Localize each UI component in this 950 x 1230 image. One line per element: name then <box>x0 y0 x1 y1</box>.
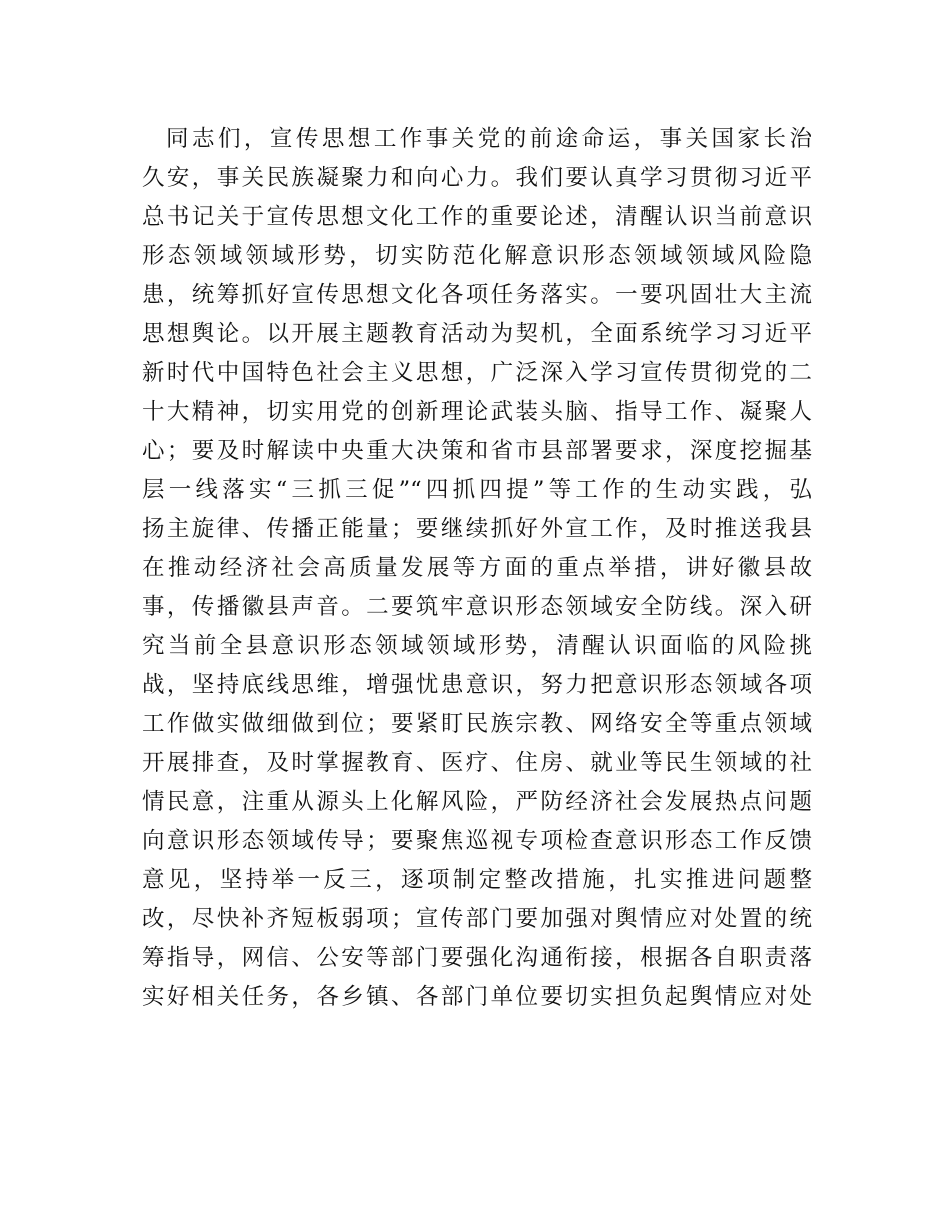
paragraph-line: 在推动经济社会高质量发展等方面的重点举措，讲好徽县故 <box>142 555 812 581</box>
paragraph-line: 究当前全县意识形态领域领域形势，清醒认识面临的风险挑 <box>142 633 812 659</box>
paragraph-line: 同志们，宣传思想工作事关党的前途命运，事关国家长治 <box>166 126 812 152</box>
paragraph-line: 总书记关于宣传思想文化工作的重要论述，清醒认识当前意识 <box>142 204 812 230</box>
body-paragraph <box>142 120 812 1017</box>
paragraph-line: 形态领域领域形势，切实防范化解意识形态领域领域风险隐 <box>142 243 812 269</box>
paragraph-line: 扬主旋律、传播正能量；要继续抓好外宣工作，及时推送我县 <box>142 516 812 542</box>
paragraph-line: 久安，事关民族凝聚力和向心力。我们要认真学习贯彻习近平 <box>142 165 812 191</box>
paragraph-line: 向意识形态领域传导；要聚焦巡视专项检查意识形态工作反馈 <box>142 828 812 854</box>
paragraph-line: 事，传播徽县声音。二要筑牢意识形态领域安全防线。深入研 <box>142 594 812 620</box>
paragraph-line: 意见，坚持举一反三，逐项制定整改措施，扎实推进问题整 <box>142 867 812 893</box>
paragraph-line: 改，尽快补齐短板弱项；宣传部门要加强对舆情应对处置的统 <box>142 906 812 932</box>
paragraph-line: 筹指导，网信、公安等部门要强化沟通衔接，根据各自职责落 <box>142 945 812 971</box>
paragraph-line: 实好相关任务，各乡镇、各部门单位要切实担负起舆情应对处 <box>142 984 812 1010</box>
paragraph-line: 层一线落实“三抓三促”“四抓四提”等工作的生动实践，弘 <box>142 477 812 503</box>
paragraph-line: 患，统筹抓好宣传思想文化各项任务落实。一要巩固壮大主流 <box>142 282 812 308</box>
paragraph-line: 新时代中国特色社会主义思想，广泛深入学习宣传贯彻党的二 <box>142 360 812 386</box>
paragraph-line: 思想舆论。以开展主题教育活动为契机，全面系统学习习近平 <box>142 321 812 347</box>
paragraph-line: 开展排查，及时掌握教育、医疗、住房、就业等民生领域的社 <box>142 750 812 776</box>
paragraph-line: 工作做实做细做到位；要紧盯民族宗教、网络安全等重点领域 <box>142 711 812 737</box>
paragraph-line: 情民意，注重从源头上化解风险，严防经济社会发展热点问题 <box>142 789 812 815</box>
paragraph-line: 战，坚持底线思维，增强忧患意识，努力把意识形态领域各项 <box>142 672 812 698</box>
paragraph-line: 十大精神，切实用党的创新理论武装头脑、指导工作、凝聚人 <box>142 399 812 425</box>
paragraph-line: 心；要及时解读中央重大决策和省市县部署要求，深度挖掘基 <box>142 438 812 464</box>
